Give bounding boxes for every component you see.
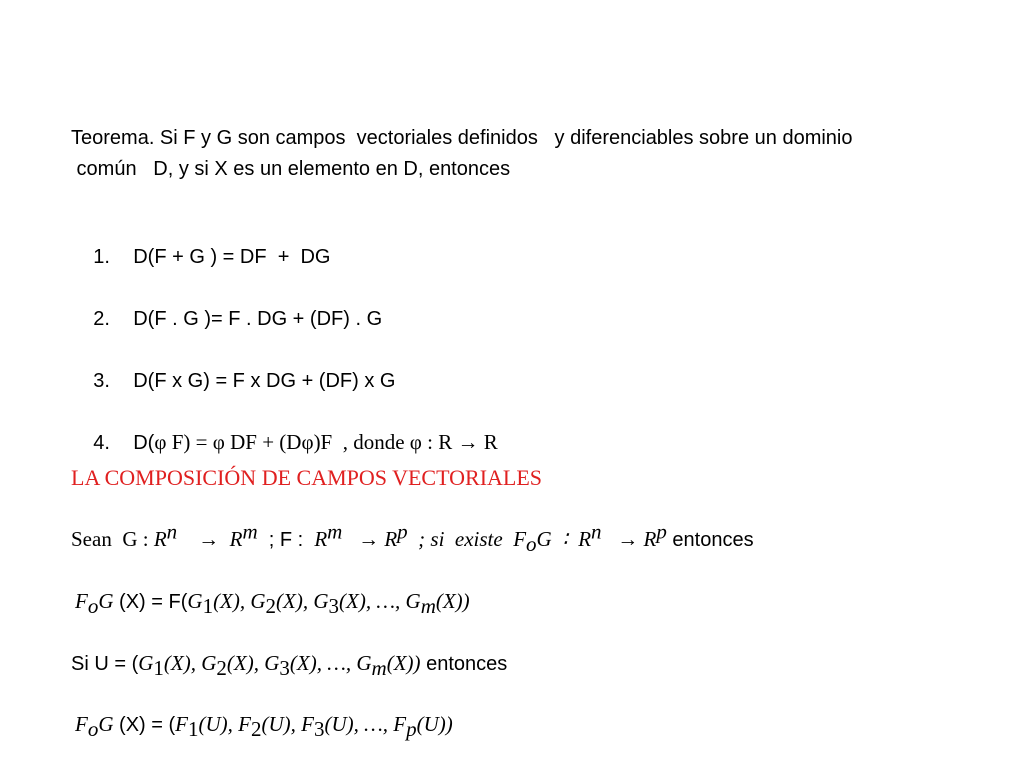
math-sup: n (166, 519, 178, 544)
definition-text: (X) = F( (113, 591, 188, 613)
math-sub: m (420, 594, 436, 618)
arrow: → (601, 527, 644, 551)
theorem-line-1: Teorema. Si F y G son campos vectoriales definidos y diferenciables sobre un dominio (71, 127, 853, 149)
math-sup: m (327, 519, 343, 544)
math-sub: p (406, 717, 417, 741)
sean-text: entonces (666, 529, 754, 551)
result-line (75, 711, 453, 741)
math-r: R (578, 527, 592, 551)
math-sub: 1 (202, 594, 214, 618)
math-text: (U), F (198, 712, 251, 736)
math-sup: p (656, 519, 667, 544)
math-r: R (314, 527, 328, 551)
math-r: R (153, 527, 167, 551)
math-f: F (175, 712, 188, 736)
math-text: (U), F (261, 712, 314, 736)
section-heading: LA COMPOSICIÓN DE CAMPOS VECTORIALES (71, 465, 543, 490)
sean-text: ; F : (257, 529, 315, 551)
math-sub: 3 (313, 717, 325, 741)
sean-line (71, 519, 754, 556)
si-u-suffix: entonces (420, 653, 508, 675)
math-text: ; si existe (407, 527, 514, 551)
math-text: (U)) (416, 712, 453, 736)
math-text: (X), G (226, 651, 280, 675)
math-text: (X), G (213, 589, 266, 613)
math-sub: 1 (188, 717, 199, 741)
math-f: F (75, 712, 88, 736)
math-sub: 1 (153, 656, 164, 680)
list-text: D(F . G )= F . DG + (DF) . G (133, 308, 383, 330)
arrow: → (342, 527, 385, 551)
math-text: (X), G (163, 651, 217, 675)
math-g: G (187, 589, 203, 613)
si-u-prefix: Si U = ( (71, 653, 139, 675)
arrow: → (177, 527, 230, 551)
composition-definition (75, 588, 470, 618)
math-sub: 2 (216, 656, 227, 680)
math-sub: 2 (265, 594, 277, 618)
math-text: (U), …, F (324, 712, 407, 736)
list-number: 3. (93, 370, 110, 392)
math-sub: o (526, 532, 537, 556)
math-text: (X), …, G (289, 651, 372, 675)
math-sup: m (242, 519, 258, 544)
math-sup: p (397, 519, 408, 544)
list-text: D(F + G ) = DF + DG (133, 246, 331, 268)
list-text: φ F) = φ DF + (Dφ)F , donde φ : R → R (154, 430, 498, 454)
math-r: R (643, 527, 657, 551)
math-text: (X), G (276, 589, 329, 613)
si-u-line (71, 650, 508, 680)
math-r: R (229, 527, 243, 551)
math-g: G ∶ (536, 527, 579, 551)
list-number: 1. (93, 246, 110, 268)
math-sub: o (87, 717, 99, 741)
math-f: F (513, 527, 527, 551)
math-g: G (98, 712, 114, 736)
math-sub: 3 (328, 594, 340, 618)
math-sub: m (371, 656, 387, 680)
math-text: (X)) (435, 589, 470, 613)
math-r: R (384, 527, 398, 551)
math-sub: 2 (250, 717, 262, 741)
math-sub: o (87, 594, 99, 618)
math-sup: n (591, 519, 602, 544)
math-sub: 3 (279, 656, 290, 680)
math-g: G (138, 651, 154, 675)
list-number: 4. (93, 432, 110, 454)
math-f: F (75, 589, 88, 613)
result-text: (X) = ( (113, 714, 176, 736)
list-number: 2. (93, 308, 110, 330)
math-text: (X), …, G (339, 589, 421, 613)
list-prefix: D( (133, 432, 155, 454)
list-text: D(F x G) = F x DG + (DF) x G (133, 370, 396, 392)
math-g: G (98, 589, 114, 613)
sean-text: Sean G : (71, 527, 154, 551)
theorem-line-2: común D, y si X es un elemento en D, entonces (71, 158, 511, 180)
math-text: (X)) (386, 651, 421, 675)
